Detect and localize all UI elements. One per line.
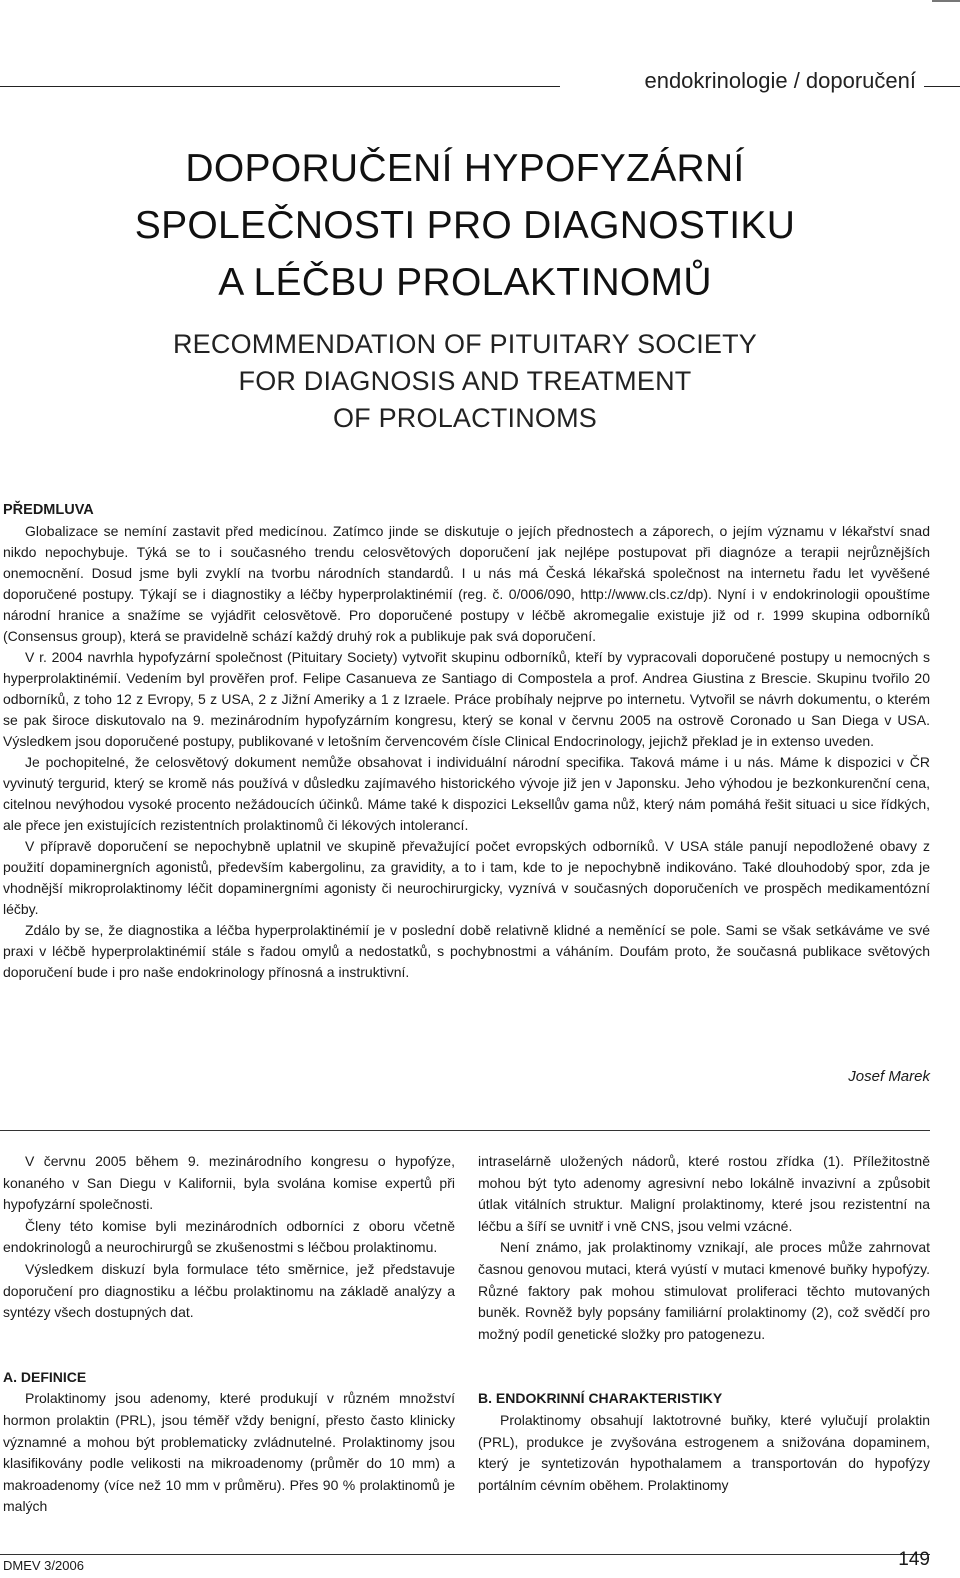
body-paragraph: V červnu 2005 během 9. mezinárodního kongresu o hypofýze, konaného v San Diegu v Kalifornii, byla svolána komise expertů při hypofyzární společnosti.: [3, 1153, 455, 1213]
section-label: endokrinologie / doporučení: [644, 68, 916, 93]
title-line: DOPORUČENÍ HYPOFYZÁRNÍ: [185, 147, 745, 190]
article-title: [0, 140, 930, 311]
page-number: 149: [898, 1549, 930, 1570]
body-paragraph: Členy této komise byli mezinárodních odborníci z oboru včetně endokrinologů a neurochirurgů se zkušenostmi s léčbou prolaktinomu.: [3, 1217, 455, 1256]
journal-issue: DMEV 3/2006: [3, 1558, 84, 1573]
preface-paragraph: V r. 2004 navrhla hypofyzární společnost (Pituitary Society) vytvořit skupinu odborníků, kteří by vypracovali doporučené postupy u nemocných s hyperprolaktinémií. Vedením byl prověřen prof. Felipe Casanueva ze Santiago di Compostela a prof. Andrea Giustina z Brescie. Skupinu tvořilo 20 odborníků, z toho 12 z Evropy, 5 z USA, 2 z Jižní Ameriky a 1 z Izraele. Práce probíhaly nejprve po internetu. Vytvořil se návrh dokumentu, o kterém se pak široce diskutovalo na 9. mezinárodním hypofyzárním kongresu, který se konal v červnu 2005 na ostrově Coronado u San Diega v USA. Výsledkem jsou doporučené postupy, publikované v letošním červencovém čísle Clinical Endocrinology, jejichž překlad je in extenso uveden.: [3, 649, 930, 749]
corner-rule: [932, 0, 960, 2]
author-signature: Josef Marek: [848, 1068, 930, 1085]
title-line: A LÉČBU PROLAKTINOMŮ: [218, 261, 712, 304]
article-subtitle: [0, 326, 930, 437]
subtitle-line: FOR DIAGNOSIS AND TREATMENT: [238, 366, 692, 396]
section-heading: B. ENDOKRINNÍ CHARAKTERISTIKY: [478, 1390, 723, 1407]
section-heading: A. DEFINICE: [3, 1368, 87, 1385]
body-paragraph: intraselárně uložených nádorů, které rostou zřídka (1). Příležitostně mohou být tyto adenomy agresivní nebo lokálně invazivní a způsobit útlak vitálních struktur. Maligní prolaktinomy, které jsou rezistentní na léčbu a šíří se uvnitř i vně CNS, jsou velmi vzácné.: [478, 1153, 930, 1234]
body-paragraph: Výsledkem diskuzí byla formulace této směrnice, jež představuje doporučení pro diagnostiku a léčbu prolaktinomu na základě analýzy a syntézy všech dostupných dat.: [3, 1260, 455, 1321]
body-paragraph: Prolaktinomy jsou adenomy, které produkují v různém množství hormon prolaktin (PRL), jsou téměř vždy benigní, přesto často klinicky významné a mohou být problematicky zvládnutelné. Prolaktinomy jsou klasifikovány podle velikosti na mikroadenomy (průměr do 10 mm) a makroadenomy (více než 10 mm v průměru). Přes 90 % prolaktinomů je malých: [3, 1390, 455, 1515]
subtitle-line: RECOMMENDATION OF PITUITARY SOCIETY: [172, 329, 758, 359]
footer-rule: [0, 1554, 930, 1555]
preface-paragraph: Je pochopitelné, že celosvětový dokument nemůže obsahovat i individuální národní specifika. Taková máme i u nás. Máme k dispozici v ČR vyvinutý tergurid, který se kromě nás používá v důsledku zajímavého historického vývoje již jen v Japonsku. Jeho výhodou je bezkonkurenční cena, citelnou nevýhodou vysoké procento nežádoucích účinků. Máme také k dispozici Leksellův gama nůž, který nám pomáhá řešit situaci u sice řídkých, ale přece jen existujících rezistentních prolaktinomů či lékových intolerancí.: [3, 754, 930, 833]
preface-paragraph: V přípravě doporučení se nepochybně uplatnil ve skupině převažující počet evropských odborníků. V USA stále panují nepodložené obavy z použití dopaminergních agonistů, především kabergolinu, za gravidity, a to i tam, kde to je nepochybně indikováno. Také dlouhodobý spor, zda je vhodnější mikroprolaktinomy léčit dopaminergními agonisty či neurochirurgicky, vyznívá v současných doporučeních ve prospěch medikamentózní léčby.: [3, 838, 930, 917]
preface-heading: PŘEDMLUVA: [3, 502, 94, 518]
body-paragraph: Prolaktinomy obsahují laktotrovné buňky, které vylučují prolaktin (PRL), produkce je zvyšována estrogenem a snižována dopaminem, který je syntetizován hypothalamem a transportován do hypofýzy portálním cévním oběhem. Prolaktinomy: [478, 1411, 930, 1493]
section-rule-right: [924, 86, 960, 87]
body-paragraph: Není známo, jak prolaktinomy vznikají, ale proces může zahrnovat časnou genovou mutaci, která vyústí v mutaci kmenové buňky hypofýzy. Různé faktory pak mohou stimulovat proliferaci těchto mutovaných buněk. Rovněž byly popsány familiární prolaktinomy (2), což svědčí pro možný podíl genetické složky pro patogenezu.: [478, 1239, 930, 1342]
section-rule: [0, 86, 560, 87]
preface-paragraph: Globalizace se nemíní zastavit před medicínou. Zatímco jinde se diskutuje o jejích přednostech a záporech, o jejím významu v lékařství snad nikdo nepochybuje. Týká se to i současného trendu celosvětových doporučení jak nejlépe postupovat při diagnóze a terapii nejrůznějších onemocnění. Dosud jsme byli zvyklí na tvorbu národních standardů. I u nás má Česká lékařská společnost na internetu řadu let vyvěšené doporučené postupy. Týkají se i diagnostiky a léčby hyperprolaktinémií (reg. č. 0/006/090, http://www.cls.cz/dp). Nyní i v endokrinologii opouštíme národní hranice a snažíme se vyjádřit celosvětově. Pro doporučené postupy v léčbě akromegalie existuje již od r. 1999 skupina odborníků (Consensus group), která se pravidelně schází každý druhý rok a publikuje pak svá doporučení.: [3, 523, 930, 644]
title-line: SPOLEČNOSTI PRO DIAGNOSTIKU: [134, 204, 796, 247]
subtitle-line: OF PROLACTINOMS: [332, 403, 598, 433]
right-column: [478, 1151, 930, 1496]
left-column: [3, 1151, 455, 1518]
preface: [3, 500, 930, 983]
preface-paragraph: Zdálo by se, že diagnostika a léčba hyperprolaktinémií je v poslední době relativně klidné a neměnící se pole. Sami se však setkáváme ve své praxi v léčbě hyperprolaktinémií stále s řadou omylů a nedostatků, s pochybnostmi a váháním. Doufám proto, že současná publikace světových doporučení bude i pro naše endokrinology přínosná a instruktivní.: [3, 922, 930, 980]
divider: [0, 1130, 930, 1131]
